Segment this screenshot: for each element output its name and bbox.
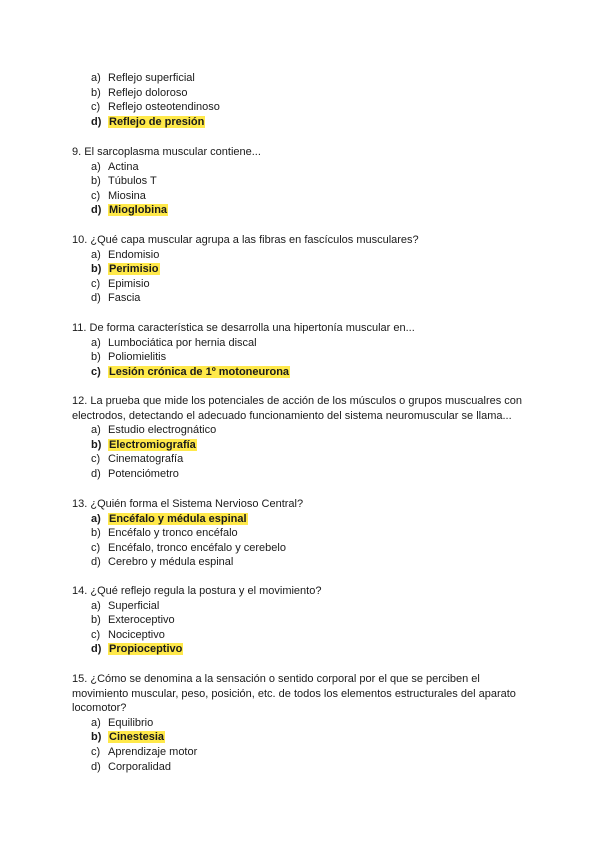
- question-15: [72, 672, 532, 774]
- question-9: [72, 145, 532, 218]
- option-10b-correct: b) Perimisio: [91, 263, 159, 276]
- option-13c: c) Encéfalo, tronco encéfalo y cerebelo: [91, 541, 286, 554]
- option-9d-correct: d) Mioglobina: [91, 204, 168, 217]
- option-13b: b) Encéfalo y tronco encéfalo: [91, 527, 238, 540]
- option-14d-correct: d) Propioceptivo: [91, 643, 183, 656]
- option-8d-correct: d) Reflejo de presión: [91, 115, 205, 128]
- question-14: [72, 584, 532, 657]
- option-15b-correct: b) Cinestesia: [91, 731, 165, 744]
- answer-highlight: Electromiografía: [109, 438, 196, 451]
- option-14b: b) Exteroceptivo: [91, 614, 175, 627]
- option-10c: c) Epimisio: [91, 277, 150, 290]
- question-10: [72, 233, 532, 306]
- question-11: [72, 321, 532, 379]
- option-10d: d) Fascia: [91, 292, 141, 305]
- question-13-text: 13. ¿Quién forma el Sistema Nervioso Central?: [72, 498, 304, 510]
- option-15a: a) Equilibrio: [91, 716, 154, 729]
- option-13d: d) Cerebro y médula espinal: [91, 556, 234, 569]
- answer-highlight: Mioglobina: [109, 204, 168, 217]
- question-13: [72, 497, 532, 570]
- option-12c: c) Cinematografía: [91, 453, 184, 466]
- option-8c: c) Reflejo osteotendinoso: [91, 101, 220, 114]
- option-12d: d) Potenciómetro: [91, 467, 179, 480]
- option-9a: a) Actina: [91, 160, 139, 173]
- answer-highlight: Reflejo de presión: [109, 115, 205, 128]
- question-10-text: 10. ¿Qué capa muscular agrupa a las fibras en fascículos musculares?: [72, 234, 419, 246]
- option-14c: c) Nociceptivo: [91, 628, 165, 641]
- option-15d: d) Corporalidad: [91, 760, 171, 773]
- option-9b: b) Túbulos T: [91, 175, 157, 188]
- answer-highlight: Encéfalo y médula espinal: [109, 512, 247, 525]
- answer-highlight: Propioceptivo: [109, 643, 183, 656]
- option-8a: a) Reflejo superficial: [91, 72, 195, 84]
- option-11c-correct: c) Lesión crónica de 1º motoneurona: [91, 365, 290, 378]
- option-13a-correct: a) Encéfalo y médula espinal: [91, 512, 247, 525]
- option-12b-correct: b) Electromiografía: [91, 438, 196, 451]
- question-12: [72, 394, 532, 482]
- option-11a: a) Lumbociática por hernia discal: [91, 336, 257, 349]
- answer-highlight: Perimisio: [109, 263, 159, 276]
- answer-highlight: Cinestesia: [109, 731, 165, 744]
- option-9c: c) Miosina: [91, 189, 146, 202]
- option-14a: a) Superficial: [91, 599, 160, 612]
- answer-highlight: Lesión crónica de 1º motoneurona: [109, 365, 290, 378]
- question-12-text: 12. La prueba que mide los potenciales de acción de los músculos o grupos muscualres con electrodos, detectando el adecuado funcionamiento del sistema neuromuscular se llama...: [72, 395, 523, 422]
- option-10a: a) Endomisio: [91, 248, 160, 261]
- option-12a: a) Estudio electrognático: [91, 424, 217, 437]
- question-14-text: 14. ¿Qué reflejo regula la postura y el movimiento?: [72, 585, 322, 597]
- option-8b: b) Reflejo doloroso: [91, 86, 188, 99]
- option-11b: b) Poliomielitis: [91, 351, 167, 364]
- question-8-options: [72, 71, 532, 129]
- question-15-text: 15. ¿Cómo se denomina a la sensación o sentido corporal por el que se perciben el movimiento muscular, peso, posición, etc. de todos los elementos estructurales del aparato locomotor?: [72, 673, 516, 715]
- question-9-text: 9. El sarcoplasma muscular contiene...: [72, 146, 261, 158]
- question-11-text: 11. De forma característica se desarrolla una hipertonía muscular en...: [72, 322, 415, 334]
- option-15c: c) Aprendizaje motor: [91, 745, 198, 758]
